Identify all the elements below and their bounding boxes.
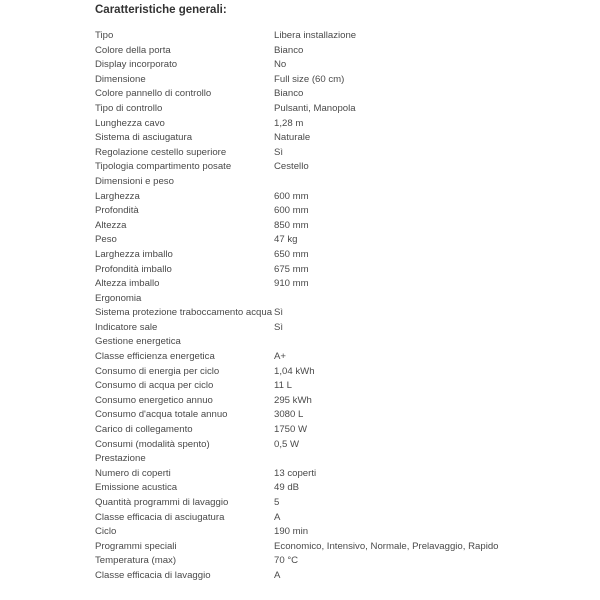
spec-label: Altezza imballo [95, 278, 160, 290]
spec-row [95, 58, 595, 73]
spec-row [95, 423, 595, 438]
spec-row [95, 44, 595, 59]
spec-row [95, 292, 595, 307]
spec-row [95, 219, 595, 234]
spec-row [95, 175, 595, 190]
spec-row [95, 277, 595, 292]
spec-value: A [274, 569, 281, 581]
spec-row [95, 131, 595, 146]
spec-label: Indicatore sale [95, 321, 158, 333]
spec-label: Altezza [95, 219, 127, 231]
spec-label: Classe efficacia di asciugatura [95, 511, 225, 523]
spec-row [95, 554, 595, 569]
spec-row [95, 204, 595, 219]
spec-value: Sì [274, 307, 284, 319]
spec-row [95, 29, 595, 44]
spec-row [95, 146, 595, 161]
spec-row [95, 365, 595, 380]
spec-value: 1,28 m [274, 117, 304, 129]
spec-label: Dimensioni e peso [95, 175, 174, 187]
spec-row [95, 117, 595, 132]
spec-label: Consumo di energia per ciclo [95, 365, 220, 377]
spec-row [95, 481, 595, 496]
spec-value: No [274, 59, 287, 71]
spec-label: Sistema protezione traboccamento acqua [95, 307, 273, 319]
spec-row [95, 496, 595, 511]
spec-row [95, 306, 595, 321]
spec-label: Tipologia compartimento posate [95, 161, 232, 173]
spec-value: 49 dB [274, 482, 300, 494]
spec-row [95, 102, 595, 117]
spec-value: 11 L [274, 380, 292, 392]
spec-label: Numero di coperti [95, 467, 171, 479]
spec-value: 675 mm [274, 263, 309, 275]
spec-value: 1,04 kWh [274, 365, 315, 377]
spec-label: Regolazione cestello superiore [95, 146, 227, 158]
spec-label: Consumi (modalità spento) [95, 438, 210, 450]
spec-value: Sì [274, 146, 284, 158]
spec-value: 600 mm [274, 190, 309, 202]
spec-label: Display incorporato [95, 59, 178, 71]
spec-label: Carico di collegamento [95, 424, 193, 436]
spec-value: 13 coperti [274, 467, 317, 479]
spec-label: Consumo di acqua per ciclo [95, 380, 214, 392]
spec-row [95, 233, 595, 248]
spec-label: Quantità programmi di lavaggio [95, 497, 229, 508]
spec-row [95, 511, 595, 526]
spec-row [95, 87, 595, 102]
spec-value: 70 °C [274, 555, 299, 567]
spec-row [95, 394, 595, 409]
spec-row [95, 569, 595, 584]
spec-row [95, 73, 595, 88]
spec-label: Temperatura (max) [95, 555, 177, 567]
spec-value: 5 [274, 497, 280, 508]
spec-value: Pulsanti, Manopola [274, 102, 356, 114]
spec-label: Larghezza imballo [95, 248, 173, 260]
spec-value: 47 kg [274, 234, 298, 246]
spec-row [95, 525, 595, 540]
spec-label: Colore pannello di controllo [95, 88, 212, 100]
spec-label: Consumo energetico annuo [95, 394, 213, 406]
spec-value: 295 kWh [274, 394, 312, 406]
spec-label: Larghezza [95, 190, 140, 202]
spec-label: Colore della porta [95, 44, 171, 56]
spec-value: Cestello [274, 161, 309, 173]
spec-value: 850 mm [274, 219, 309, 231]
spec-label: Classe efficienza energetica [95, 351, 215, 363]
spec-row [95, 438, 595, 453]
spec-label: Classe efficacia di lavaggio [95, 569, 211, 581]
spec-label: Emissione acustica [95, 482, 178, 494]
spec-label: Tipo di controllo [95, 102, 163, 114]
spec-label: Profondità [95, 205, 139, 217]
spec-label: Tipo [95, 30, 114, 41]
spec-row [95, 408, 595, 423]
spec-label: Ciclo [95, 526, 117, 538]
spec-label: Dimensione [95, 73, 146, 85]
spec-value: A [274, 511, 281, 523]
spec-value: Naturale [274, 132, 311, 144]
spec-row [95, 540, 595, 555]
spec-row [95, 190, 595, 205]
spec-value: 3080 L [274, 409, 304, 421]
spec-label: Programmi speciali [95, 540, 177, 552]
spec-value: 600 mm [274, 205, 309, 217]
spec-value: Economico, Intensivo, Normale, Prelavaggio, Rapido [274, 540, 499, 552]
spec-value: 650 mm [274, 248, 309, 260]
spec-value: 910 mm [274, 278, 309, 290]
spec-value: 0,5 W [274, 438, 300, 450]
spec-value: Bianco [274, 44, 304, 56]
spec-value: Full size (60 cm) [274, 73, 345, 85]
spec-row [95, 160, 595, 175]
spec-row [95, 248, 595, 263]
spec-row [95, 350, 595, 365]
spec-row [95, 467, 595, 482]
spec-label: Prestazione [95, 453, 146, 465]
spec-row [95, 379, 595, 394]
spec-row [95, 335, 595, 350]
spec-label: Consumo d'acqua totale annuo [95, 409, 228, 421]
spec-label: Profondità imballo [95, 263, 172, 275]
spec-row [95, 321, 595, 336]
spec-value: Sì [274, 321, 284, 333]
spec-value: Libera installazione [274, 30, 357, 41]
spec-row [95, 263, 595, 278]
spec-row [95, 452, 595, 467]
spec-value: 190 min [274, 526, 309, 538]
spec-label: Gestione energetica [95, 336, 181, 348]
section-heading: Caratteristiche generali: [95, 4, 227, 16]
spec-list [95, 29, 595, 584]
spec-label: Peso [95, 234, 117, 246]
spec-value: 1750 W [274, 424, 308, 436]
spec-label: Ergonomia [95, 292, 142, 304]
spec-label: Sistema di asciugatura [95, 132, 193, 144]
spec-value: A+ [274, 351, 287, 363]
spec-label: Lunghezza cavo [95, 117, 165, 129]
spec-value: Bianco [274, 88, 304, 100]
